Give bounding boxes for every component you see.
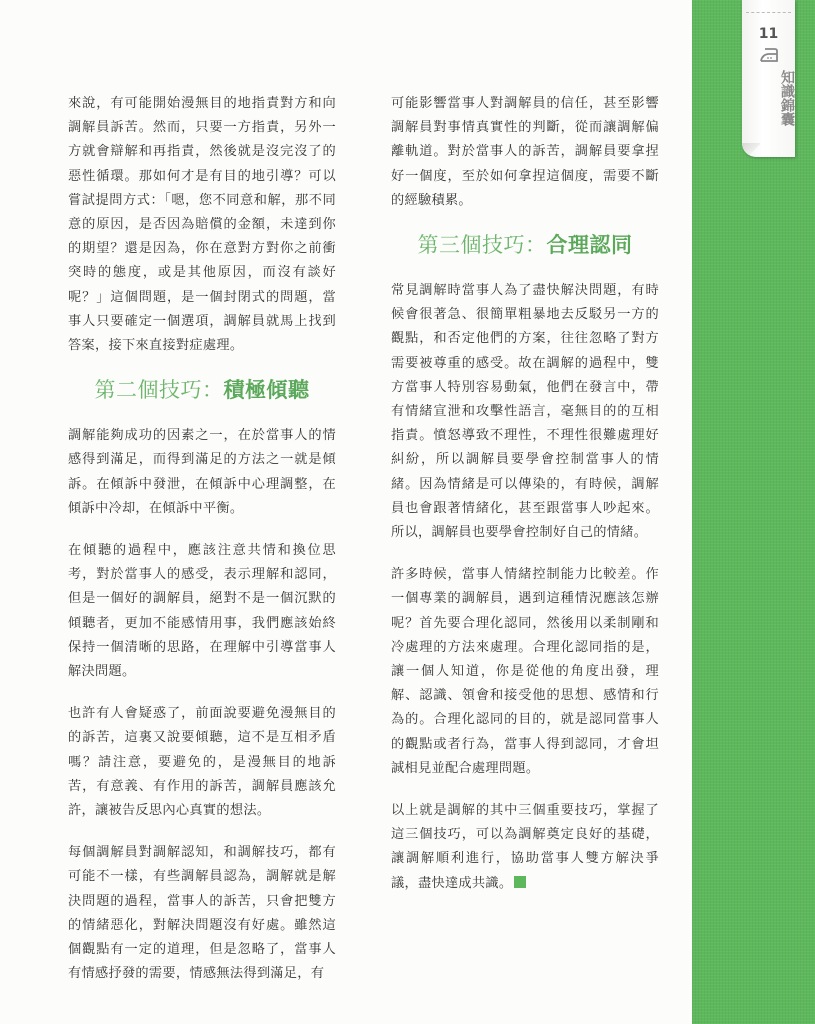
heading-emphasis: 積極傾聽 (223, 378, 310, 403)
iron-icon (758, 47, 780, 63)
paragraph: 在傾聽的過程中，應該注意共情和換位思考，對於當事人的感受，表示理解和認同，但是一個好的調解員，絕對不是一個沉默的傾聽者，更加不能感情用事，我們應該始終保持一個清晰的思路，在理解中引導當事人解決問題。 (68, 543, 336, 680)
left-column (68, 92, 336, 1005)
paragraph: 也許有人會疑惑了，前面說要避免漫無目的的訴苦，這裏又說要傾聽，這不是互相矛盾嗎？請注意，要避免的，是漫無目的地訴苦，有意義、有作用的訴苦，調解員應該允許，讓被告反思內心真實的想法。 (68, 706, 336, 819)
paragraph: 每個調解員對調解認知，和調解技巧，都有可能不一樣，有些調解員認為，調解就是解決問題的過程，當事人的訴苦，只會把雙方的情緒惡化，對解決問題沒有好處。雖然這個觀點有一定的道理，但是忽略了，當事人有情感抒發的需要，情感無法得到滿足，有 (68, 845, 336, 982)
page-number: 11 (758, 26, 779, 42)
paragraph: 調解能夠成功的因素之一，在於當事人的情感得到滿足，而得到滿足的方法之一就是傾訴。在傾訴中發泄，在傾訴中心理調整，在傾訴中冷却，在傾訴中平衡。 (68, 428, 336, 516)
closing-text: 以上就是調解的其中三個重要技巧，掌握了這三個技巧，可以為調解奠定良好的基礎，讓調解順利進行，協助當事人雙方解決爭議，盡快達成共識。 (391, 803, 659, 891)
heading-prefix: 第三個技巧： (417, 233, 547, 258)
heading-prefix: 第二個技巧： (94, 378, 224, 403)
section-heading-active-listening (68, 376, 336, 404)
end-mark-icon (514, 876, 526, 888)
closing-paragraph (391, 799, 659, 896)
section-label: 知識錦囊 (779, 70, 795, 126)
paragraph: 常見調解時當事人為了盡快解決問題，有時候會很著急、很簡單粗暴地去反駁另一方的觀點，和否定他們的方案，往往忽略了對方需要被尊重的感受。故在調解的過程中，雙方當事人特別容易動氣，他們在發言中，帶有情緒宣泄和攻擊性語言，毫無目的的互相指責。憤怒導致不理性，不理性很難處理好糾紛，所以調解員要學會控制當事人的情緒。因為情緒是可以傳染的，有時候，調解員也會跟著情緒化，甚至跟當事人吵起來。所以，調解員也要學會控制好自己的情緒。 (391, 283, 659, 541)
paragraph: 來說，有可能開始漫無目的地指責對方和向調解員訴苦。然而，只要一方指責，另外一方就會辯解和再指責，然後就是沒完沒了的惡性循環。那如何才是有目的地引導？可以嘗試提問方式：「嗯，您不同意和解，那不同意的原因，是否因為賠償的金額，未達到你的期望？還是因為，你在意對方對你之前衝突時的態度，或是其他原因，而沒有談好呢？」這個問題，是一個封閉式的問題，當事人只要確定一個選項，調解員就馬上找到答案，接下來直接對症處理。 (68, 96, 336, 354)
stitch-divider (746, 12, 791, 13)
paragraph: 許多時候，當事人情緒控制能力比較差。作一個專業的調解員，遇到這種情況應該怎辦呢？首先要合理化認同，然後用以柔制剛和冷處理的方法來處理。合理化認同指的是，讓一個人知道，你是從他的角度出發，理解、認識、領會和接受他的思想、感情和行為的。合理化認同的目的，就是認同當事人的觀點或者行為，當事人得到認同，才會坦誠相見並配合處理問題。 (391, 567, 659, 776)
right-column (391, 92, 659, 914)
section-tab (742, 0, 795, 157)
section-heading-reasonable-recognition (391, 231, 659, 259)
paragraph: 可能影響當事人對調解員的信任，甚至影響調解員對事情真實性的判斷，從而讓調解偏離軌道。對於當事人的訴苦，調解員要拿捏好一個度，至於如何拿捏這個度，需要不斷的經驗積累。 (391, 96, 659, 208)
heading-emphasis: 合理認同 (546, 233, 633, 258)
